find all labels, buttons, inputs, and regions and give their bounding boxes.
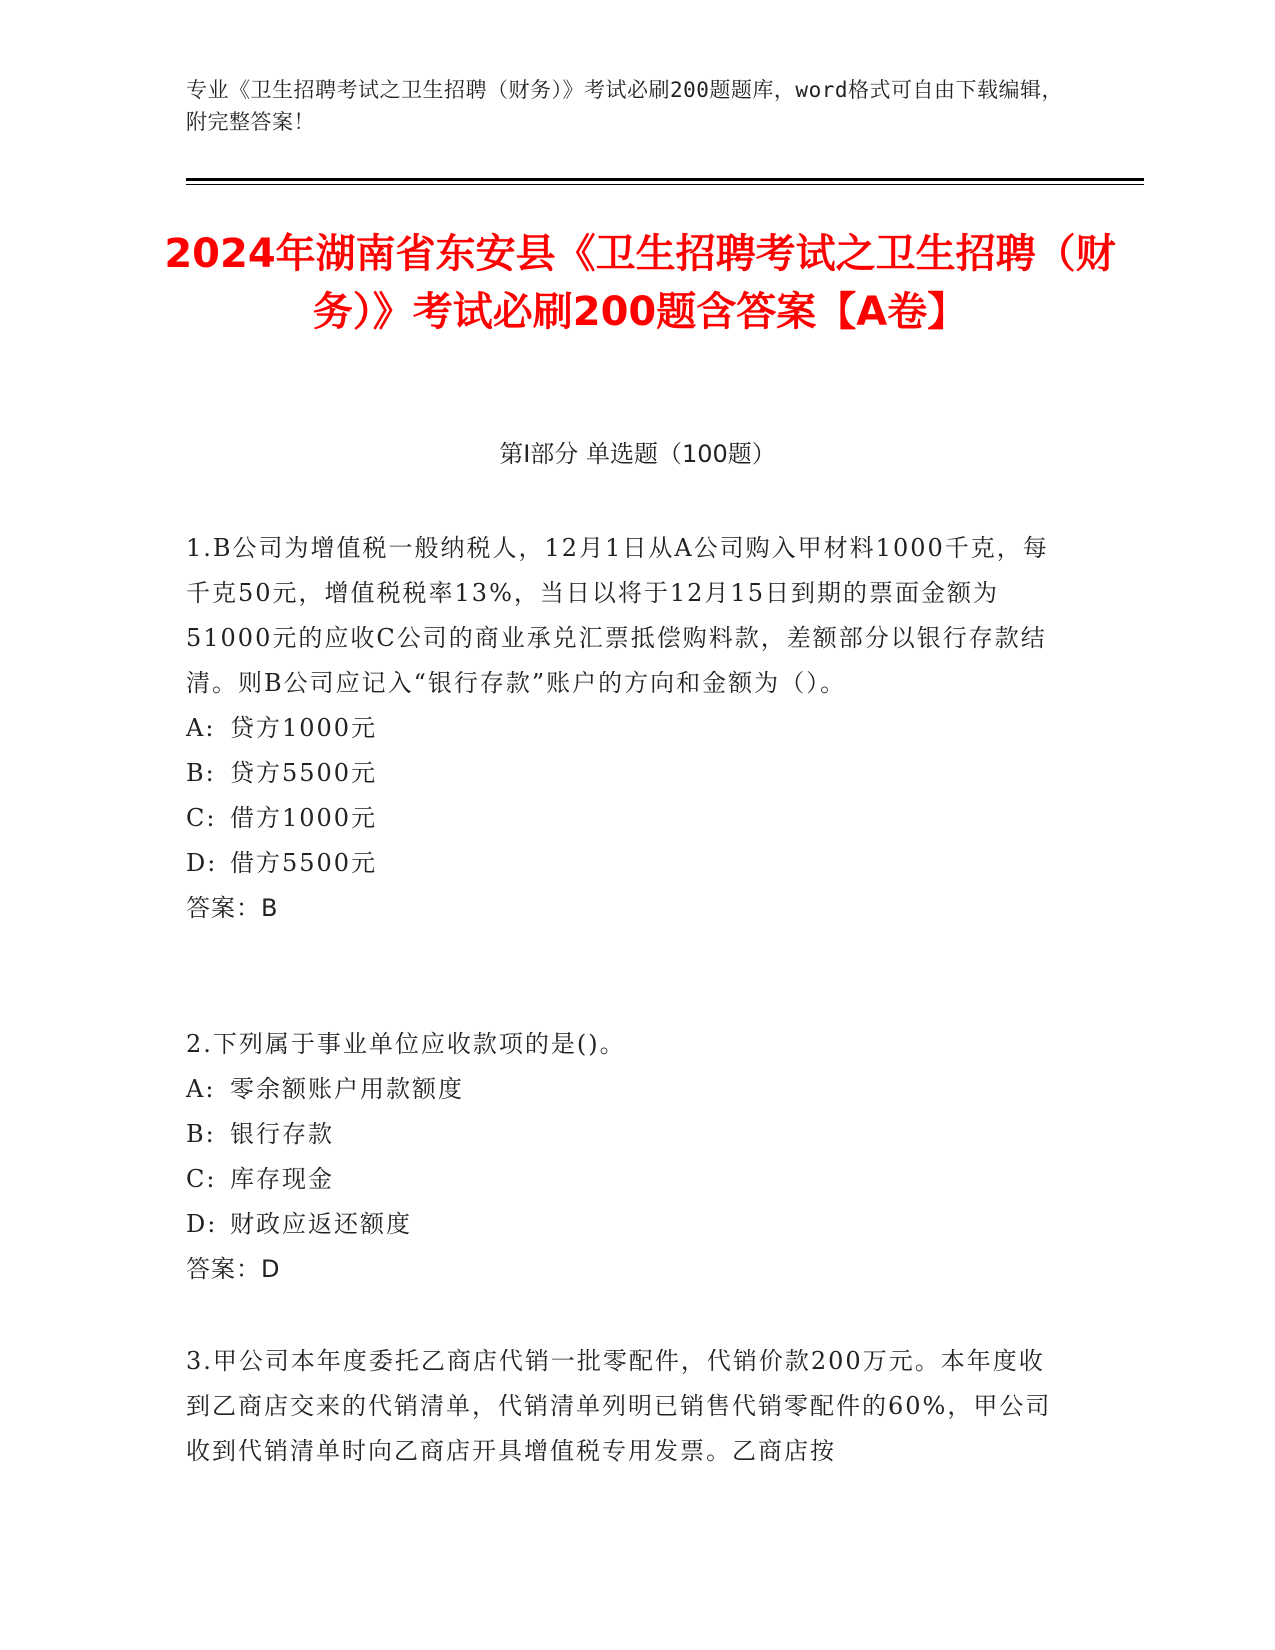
- question-stem: 2.下列属于事业单位应收款项的是()。: [186, 1030, 626, 1058]
- option-text: 借方1000元: [230, 804, 378, 832]
- option-text: 借方5500元: [230, 849, 378, 877]
- question-1: [186, 526, 1066, 931]
- header-rule-thick: [186, 178, 1144, 181]
- option-text: 零余额账户用款额度: [230, 1075, 464, 1103]
- option-text: 财政应返还额度: [230, 1210, 412, 1238]
- option-letter: C:: [186, 1165, 217, 1193]
- header-note: 专业《卫生招聘考试之卫生招聘（财务）》考试必刷200题题库，word格式可自由下载编辑，附完整答案！: [186, 78, 1063, 134]
- option-c: [186, 796, 1066, 841]
- document-title: 2024年湖南省东安县《卫生招聘考试之卫生招聘（财务）》考试必刷200题含答案【A卷】: [164, 231, 1116, 335]
- option-a: [186, 1067, 1066, 1112]
- option-text: 库存现金: [230, 1165, 334, 1193]
- answer-line: 答案：D: [186, 1255, 281, 1283]
- option-b: [186, 1112, 1066, 1157]
- option-letter: D:: [186, 1210, 218, 1238]
- option-d: [186, 1202, 1066, 1247]
- question-stem: 1.B公司为增值税一般纳税人，12月1日从A公司购入甲材料1000千克，每千克50元，增值税税率13%，当日以将于12月15日到期的票面金额为51000元的应收C公司的商业承兑汇票抵偿购料款，差额部分以银行存款结清。则B公司应记入“银行存款”账户的方向和金额为（）。: [186, 534, 1049, 697]
- header-rule-thin: [186, 184, 1144, 185]
- option-letter: A:: [186, 1075, 216, 1103]
- option-a: [186, 706, 1066, 751]
- answer-line: 答案：B: [186, 894, 279, 922]
- question-2: [186, 1022, 1066, 1292]
- option-text: 银行存款: [230, 1120, 334, 1148]
- option-letter: B:: [186, 759, 216, 787]
- option-b: [186, 751, 1066, 796]
- option-letter: A:: [186, 714, 216, 742]
- option-text: 贷方5500元: [230, 759, 378, 787]
- question-3: [186, 1339, 1066, 1474]
- option-text: 贷方1000元: [230, 714, 378, 742]
- question-stem: 3.甲公司本年度委托乙商店代销一批零配件，代销价款200万元。本年度收到乙商店交来的代销清单，代销清单列明已销售代销零配件的60%，甲公司收到代销清单时向乙商店开具增值税专用发票。乙商店按: [186, 1347, 1052, 1465]
- option-letter: C:: [186, 804, 217, 832]
- section-title: 第Ⅰ部分 单选题（100题）: [499, 440, 776, 468]
- option-d: [186, 841, 1066, 886]
- option-letter: B:: [186, 1120, 216, 1148]
- option-letter: D:: [186, 849, 218, 877]
- option-c: [186, 1157, 1066, 1202]
